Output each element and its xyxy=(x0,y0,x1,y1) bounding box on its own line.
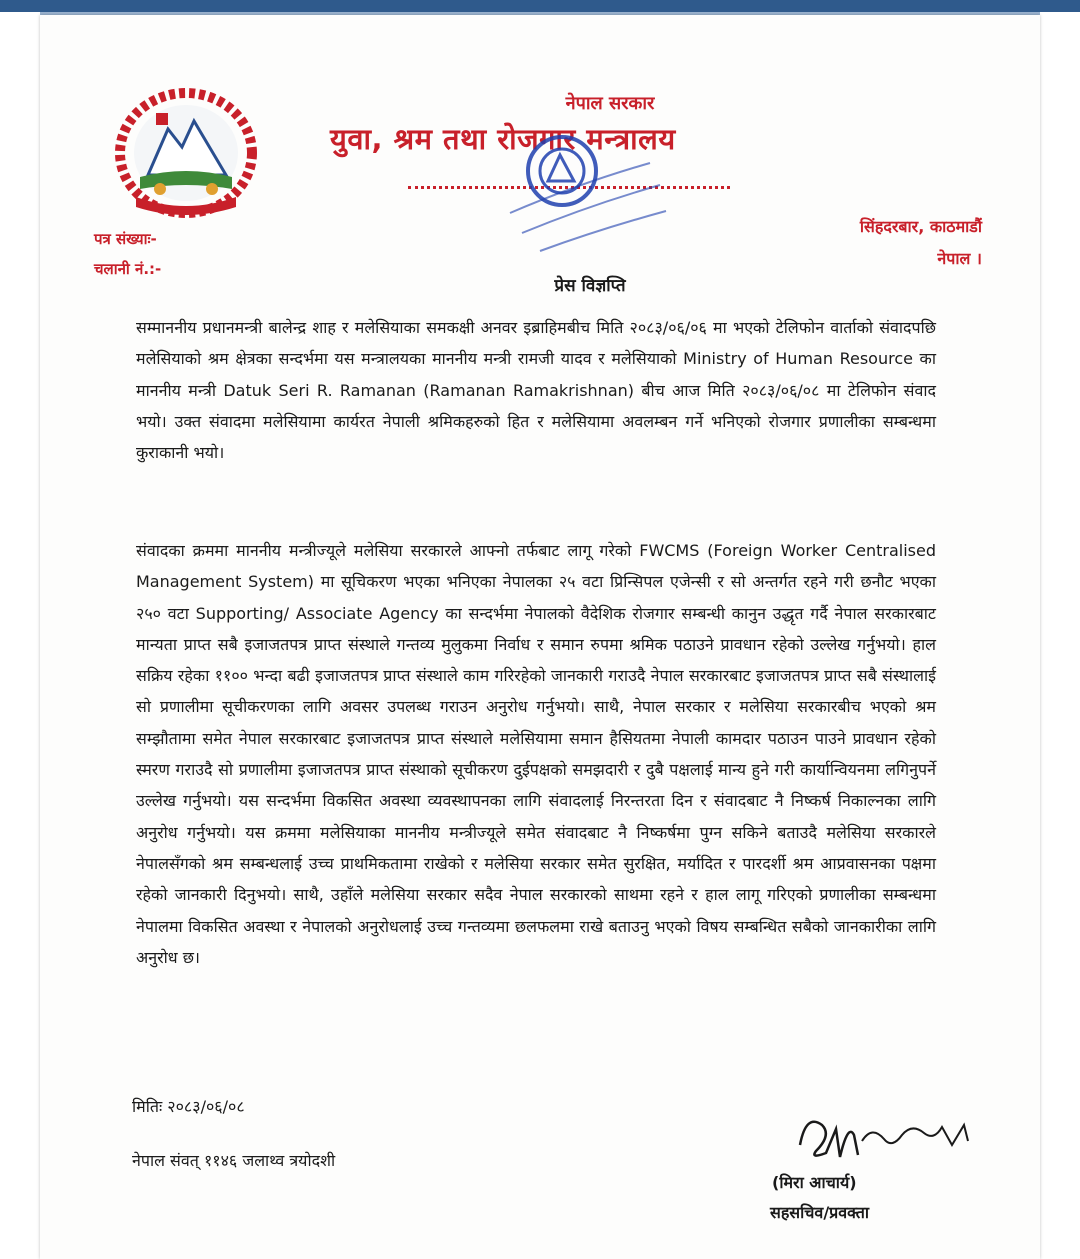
paragraph-1: सम्माननीय प्रधानमन्त्री बालेन्द्र शाह र मलेसियाका समकक्षी अनवर इब्राहिमबीच मिति २०८३/०६/०६ मा भएको टेलिफोन वार्ताको संवादपछि मलेसियाको श्रम क्षेत्रका सन्दर्भमा यस मन्त्रालयका माननीय मन्त्री रामजी यादव र मलेसियाको Ministry of Human Resource का माननीय मन्त्री Datuk Seri R. Ramanan (Ramanan Ramakrishnan) बीच आज मिति २०८३/०६/०८ मा टेलिफोन संवाद भयो। उक्त संवादमा मलेसियामा कार्यरत नेपाली श्रमिकहरुको हित र मलेसियामा अवलम्बन गर्ने भनिएको रोजगार प्रणालीका सम्बन्धमा कुराकानी भयो। xyxy=(136,318,936,463)
window-top-bar xyxy=(0,0,1080,12)
ministry-name: युवा, श्रम तथा रोजगार मन्त्रालय xyxy=(330,122,676,156)
document-title: प्रेस विज्ञप्ति xyxy=(554,276,626,296)
signatory-name: (मिरा आचार्य) xyxy=(772,1173,857,1192)
document-date: मितिः २०८३/०६/०८ xyxy=(132,1097,245,1116)
nepal-samvat-date: नेपाल संवत् ११४६ जलाथ्व त्रयोदशी xyxy=(132,1151,336,1170)
dispatch-number-label: चलानी नं.:- xyxy=(94,260,162,278)
government-name: नेपाल सरकार xyxy=(565,93,655,114)
address-line-1: सिंहदरबार, काठमाडौं xyxy=(859,217,982,236)
signature-icon xyxy=(792,1105,992,1175)
paragraph-2: संवादका क्रममा माननीय मन्त्रीज्यूले मलेसिया सरकारले आफ्नो तर्फबाट लागू गरेको FWCMS (Foreign Worker Centralised Management System) मा सूचिकरण भएका भनिएका नेपालका २५ वटा प्रिन्सिपल एजेन्सी र सो अन्तर्गत रहने गरी छनौट भएका २५० वटा Supporting/ Associate Agency का सन्दर्भमा नेपालको वैदेशिक रोजगार सम्बन्धी कानुन उद्धृत गर्दै नेपाल सरकारबाट मान्यता प्राप्त सबै इजाजतपत्र प्राप्त संस्थाले गन्तव्य मुलुकमा निर्वाध र समान रुपमा श्रमिक पठाउने प्रावधान रहेको उल्लेख गर्नुभयो। हाल सक्रिय रहेका ११०० भन्दा बढी इजाजतपत्र प्राप्त संस्थाले काम गरिरहेको जानकारी गराउदै नेपाल सरकारबाट इजाजतपत्र प्राप्त सबै संस्थालाई सो प्रणालीमा सूचीकरणका लागि अवसर उपलब्ध गराउन अनुरोध गर्नुभयो। साथै, नेपाल सरकार र मलेसिया सरकारबीच भएको श्रम सम्झौतामा समेत नेपाल सरकारबाट इजाजतपत्र प्राप्त संस्थाले मलेसियामा समान हैसियतमा नेपाली कामदार पठाउन पाउने प्रावधान रहेको स्मरण गराउदै सो प्रणालीमा इजाजतपत्र प्राप्त संस्थाको सूचीकरण दुईपक्षको समझदारी र दुबै पक्षलाई मान्य हुने गरी कार्यान्वियनमा लगिनुपर्ने उल्लेख गर्नुभयो। यस सन्दर्भमा विकसित अवस्था व्यवस्थापनका लागि संवादलाई निरन्तरता दिन र संवादबाट नै निष्कर्ष निकाल्नका लागि अनुरोध गर्नुभयो। यस क्रममा मलेसियाका माननीय मन्त्रीज्यूले समेत संवादबाट नै निष्कर्षमा पुग्न सकिने बताउदै मलेसिया सरकारले नेपालसँगको श्रम सम्बन्धलाई उच्च प्राथमिकतामा राखेको र मलेसिया सरकार समेत सुरक्षित, मर्यादित र पारदर्शी श्रम आप्रवासनका पक्षमा रहेको जानकारी दिनुभयो। साथै, उहाँले मलेसिया सरकार सदैव नेपाल सरकारको साथमा रहने र हाल लागू गरिएको प्रणालीका सम्बन्धमा नेपालमा विकसित अवस्था र नेपालको अनुरोधलाई उच्च गन्तव्यमा छलफलमा राखे बताउनु भएको विषय सम्बन्धित सबैको जानकारीका लागि अनुरोध छ। xyxy=(136,541,936,967)
address-line-2: नेपाल । xyxy=(937,249,982,268)
ministry-seal-icon xyxy=(470,123,680,263)
letter-number-label: पत्र संख्याः- xyxy=(94,230,157,248)
document-page xyxy=(40,15,1040,1259)
signatory-role: सहसचिव/प्रवक्ता xyxy=(770,1203,870,1222)
